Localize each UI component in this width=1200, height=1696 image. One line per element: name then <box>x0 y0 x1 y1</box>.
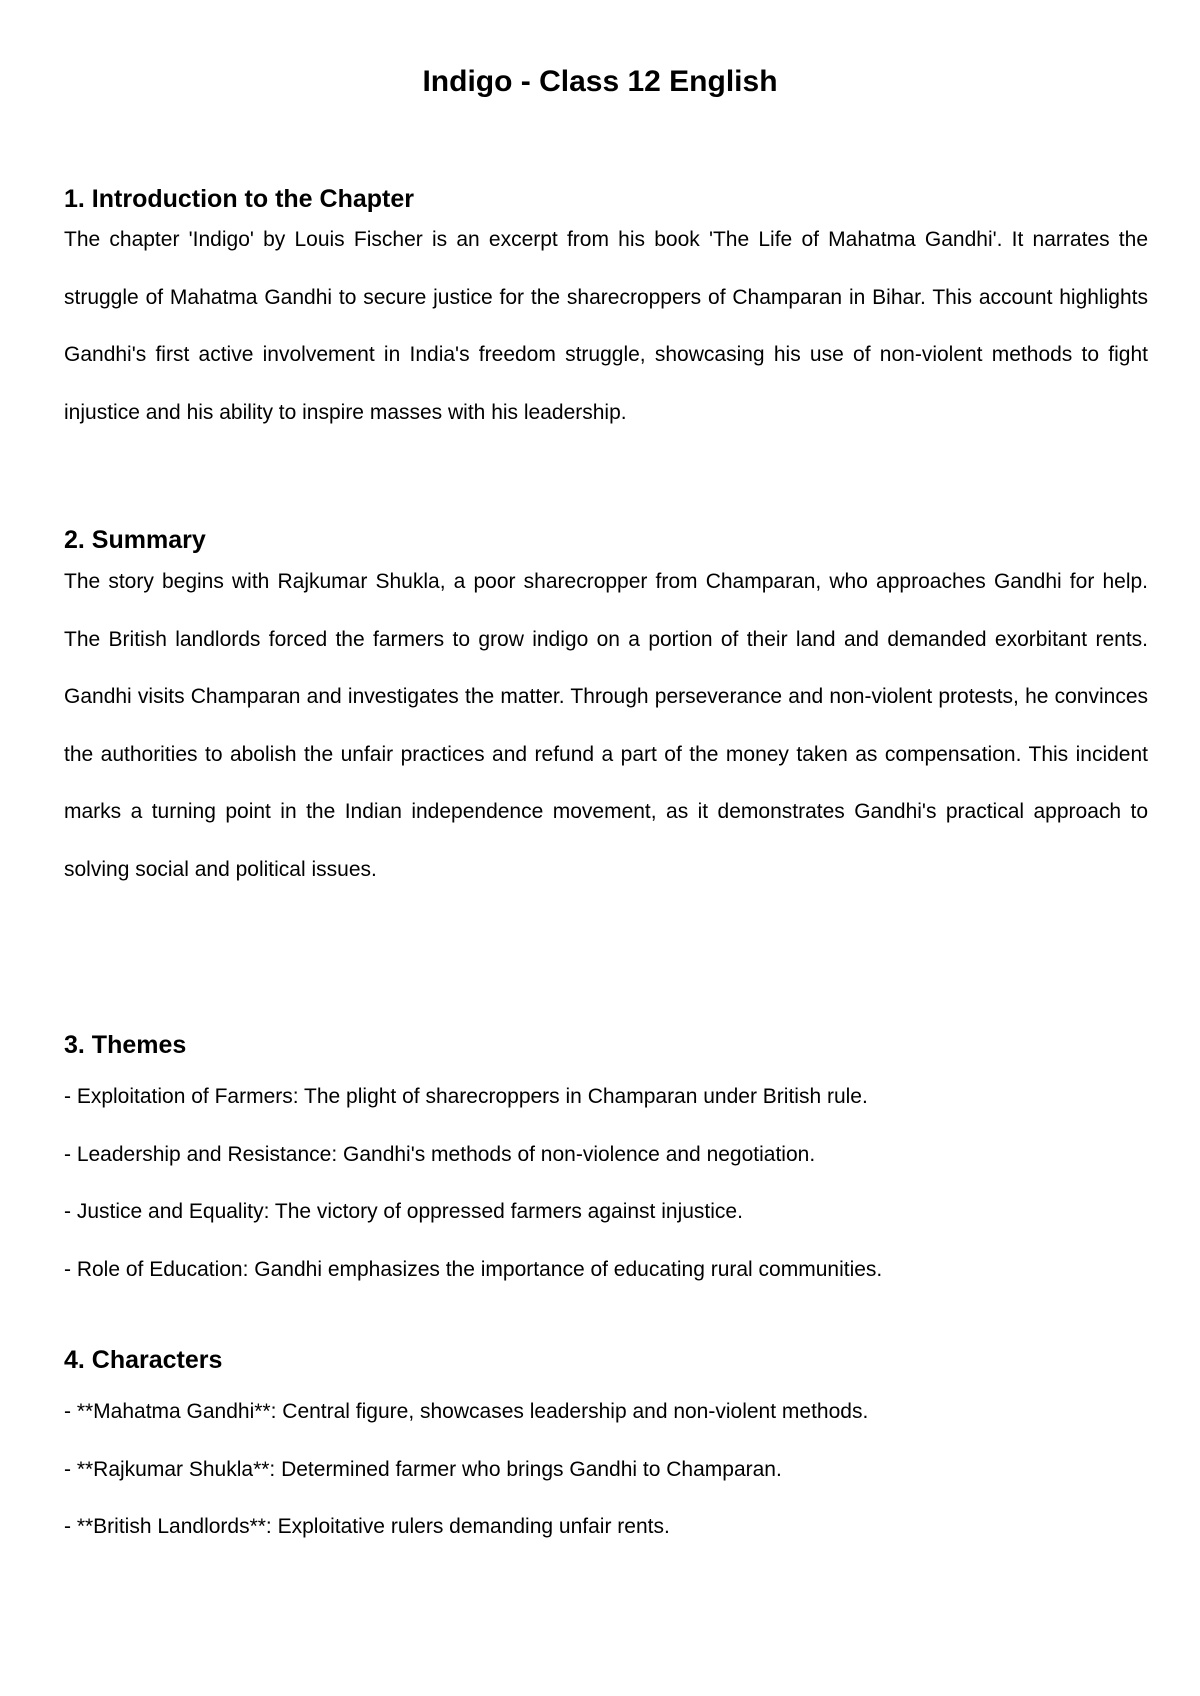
theme-item: - Exploitation of Farmers: The plight of sharecroppers in Champaran under British rule. <box>64 1085 868 1108</box>
character-item: - **British Landlords**: Exploitative rulers demanding unfair rents. <box>64 1515 670 1538</box>
theme-item: - Role of Education: Gandhi emphasizes the importance of educating rural communities. <box>64 1258 883 1281</box>
document-title: Indigo - Class 12 English <box>422 65 778 98</box>
character-item: - **Mahatma Gandhi**: Central figure, showcases leadership and non-violent methods. <box>64 1400 869 1423</box>
theme-item: - Leadership and Resistance: Gandhi's methods of non-violence and negotiation. <box>64 1143 816 1166</box>
summary-paragraph: The story begins with Rajkumar Shukla, a poor sharecropper from Champaran, who approaches Gandhi for help. The British landlords forced the farmers to grow indigo on a portion of their land and demanded exorbitant rents. Gandhi visits Champaran and investigates the matter. Through perseverance and non-violent protests, he convinces the authorities to abolish the unfair practices and refund a part of the money taken as compensation. This incident marks a turning point in the Indian independence movement, as it demonstrates Gandhi's practical approach to solving social and political issues. <box>64 570 1148 881</box>
section-heading-introduction: 1. Introduction to the Chapter <box>64 185 414 213</box>
section-heading-themes: 3. Themes <box>64 1031 187 1059</box>
section-heading-characters: 4. Characters <box>64 1346 223 1374</box>
section-heading-summary: 2. Summary <box>64 526 206 554</box>
introduction-paragraph: The chapter 'Indigo' by Louis Fischer is an excerpt from his book 'The Life of Mahatma Gandhi'. It narrates the struggle of Mahatma Gandhi to secure justice for the sharecroppers of Champaran in Bihar. This account highlights Gandhi's first active involvement in India's freedom struggle, showcasing his use of non-violent methods to fight injustice and his ability to inspire masses with his leadership. <box>64 228 1148 424</box>
character-item: - **Rajkumar Shukla**: Determined farmer who brings Gandhi to Champaran. <box>64 1458 782 1481</box>
theme-item: - Justice and Equality: The victory of oppressed farmers against injustice. <box>64 1200 743 1223</box>
